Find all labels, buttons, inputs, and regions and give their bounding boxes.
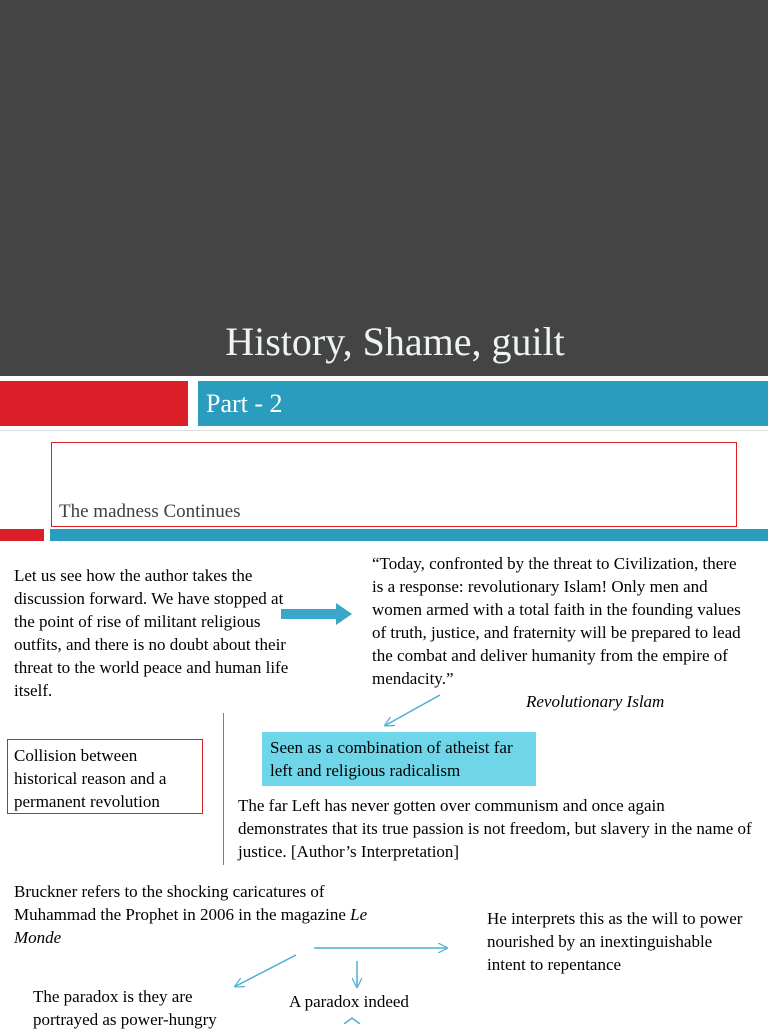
paradox-indeed-label: A paradox indeed	[289, 992, 409, 1011]
magazine-name: Le Monde	[14, 905, 368, 947]
section-heading: The madness Continues	[59, 501, 241, 522]
slide-title: History, Shame, guilt	[225, 319, 565, 364]
arrow-up-left-icon	[344, 1018, 360, 1024]
combination-box: Seen as a combination of atheist far left and religious radicalism	[262, 732, 536, 786]
block-arrow-right-icon	[281, 603, 352, 625]
far-left-paragraph: The far Left has never gotten over communism and once again demonstrates that its true passion is not freedom, but slavery in the name of justice. [Author’s Interpretation]	[238, 796, 752, 861]
intro-paragraph: Let us see how the author takes the discussion forward. We have stopped at the point of rise of militant religious outfits, and there is no doubt about their threat to the world peace and human life itself.	[14, 566, 289, 700]
interpretation-paragraph: He interprets this as the will to power nourished by an inextinguishable intent to repentance	[487, 909, 743, 974]
arrow-quote-to-combination	[386, 695, 440, 725]
quote-source: Revolutionary Islam	[526, 692, 665, 711]
slide-subtitle: Part - 2	[206, 389, 283, 418]
quote-paragraph: “Today, confronted by the threat to Civilization, there is a response: revolutionary Islam! Only men and women armed with a total faith in the founding values of truth, justice, and fraternity will be prepared to lead the combat and deliver humanity from the empire of mendacity.”	[372, 554, 741, 688]
paradox-paragraph: The paradox is they are portrayed as power-hungry	[33, 987, 217, 1029]
bruckner-text: Bruckner refers to the shocking caricatures of Muhammad the Prophet in 2006 in the magazine	[14, 882, 351, 924]
arrow-to-paradox-text	[236, 955, 296, 986]
collision-box: Collision between historical reason and a permanent revolution	[7, 739, 203, 814]
